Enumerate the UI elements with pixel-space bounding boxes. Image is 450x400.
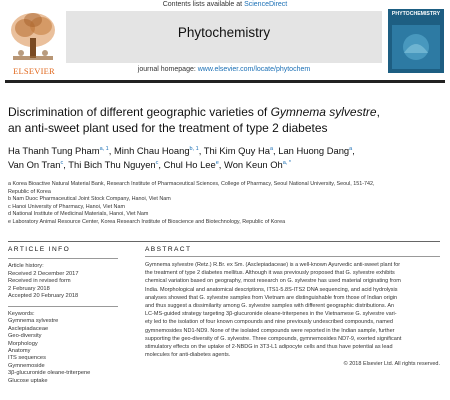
author-separator: , xyxy=(352,145,355,157)
author-affil-mark[interactable]: c xyxy=(60,160,64,167)
author-affil-mark[interactable]: a, * xyxy=(282,160,291,167)
abstract-line: gymnemosides ND1-ND9. None of the isolated compounds were reported in the Indian sample, further xyxy=(145,327,395,334)
affiliation-list xyxy=(8,181,438,227)
author-separator: , xyxy=(108,145,114,157)
journal-name[interactable]: Phytochemistry xyxy=(177,25,271,40)
author-name[interactable]: Ha Thanh Tung Pham xyxy=(8,145,100,157)
author-separator: , xyxy=(63,159,69,171)
author-affil-mark[interactable]: b, 1 xyxy=(189,146,199,152)
cover-art-icon xyxy=(388,9,444,73)
keywords-heading: Keywords: xyxy=(8,310,35,317)
abstract-heading: ABSTRACT xyxy=(145,246,192,253)
abstract-line: the treatment of type 2 diabetes mellitus. Although it was previously proposed that G. sylvestre exhibits xyxy=(145,270,395,277)
publisher-name: ELSEVIER xyxy=(13,66,55,76)
affiliation-item: a Korea Bioactive Natural Material Bank, Research Institute of Pharmaceutical Sciences, College of Pharmacy, Seoul National University, Seoul, 151-742, xyxy=(8,181,375,187)
author-separator: , xyxy=(218,159,225,171)
affiliation-item: c Hanoi University of Pharmacy, Hanoi, Viet Nam xyxy=(8,203,125,210)
abstract-line: India. Morphological and anatomical descriptions, ITS1-5.8S-ITS2 DNA sequencing, and acid hydrolysis xyxy=(145,286,398,293)
title-part-2: , xyxy=(376,105,380,119)
title-line-2: an anti-sweet plant used for the treatment of type 2 diabetes xyxy=(8,121,328,135)
abstract-line: ety led to the isolation of four known compounds and nine previously undescribed compounds, named xyxy=(145,319,393,326)
info-divider xyxy=(8,241,440,242)
abstract-line: chemical variation based on geography, most research on G. sylvestre has used material originating from xyxy=(145,278,401,285)
history-line: Accepted 20 February 2018 xyxy=(8,293,79,300)
keywords-rule xyxy=(8,306,118,307)
abstract-line: molecules for anti-diabetes agents. xyxy=(145,352,231,359)
cover-title: PHYTOCHEMISTRY xyxy=(391,11,441,17)
history-line: Received 2 December 2017 xyxy=(8,270,79,277)
journal-cover-thumbnail[interactable] xyxy=(388,9,444,73)
author-name[interactable]: Thi Kim Quy Ha xyxy=(203,145,270,157)
header-divider xyxy=(5,80,445,83)
abstract-line: LC-MS-guided strategy targeting 3β-glucuronide oleane-triterpenes in the Vietnamese G. sylvestre vari- xyxy=(145,311,397,318)
article-info-heading: ARTICLE INFO xyxy=(8,246,71,253)
sciencedirect-link[interactable]: ScienceDirect xyxy=(244,1,288,8)
keyword-item: ITS sequences xyxy=(8,355,46,362)
affiliation-item: d National Institute of Medicinal Materials, Hanoi, Viet Nam xyxy=(8,211,149,218)
keyword-item: Anatomy xyxy=(8,348,31,354)
keyword-item: Gymnemoside xyxy=(8,362,45,369)
keyword-item: Asclepiadaceae xyxy=(8,325,49,332)
journal-homepage-line xyxy=(66,66,382,73)
article-info-column xyxy=(8,246,126,385)
abstract-line: and thus suggest a dissimilarity among G. sylvestre samples with different geographic distributions. An xyxy=(145,303,395,310)
author-name[interactable]: Thi Bich Thu Nguyen xyxy=(68,159,156,171)
affiliation-item: b Nam Duoc Pharmaceutical Joint Stock Company, Hanoi, Viet Nam xyxy=(8,196,171,203)
author-separator: , xyxy=(158,159,164,171)
author-affil-mark[interactable]: a, 1 xyxy=(99,146,109,152)
author-name[interactable]: Van On Tran xyxy=(8,159,61,171)
author-name[interactable]: Lan Huong Dang xyxy=(278,145,350,157)
author-affil-mark[interactable]: a xyxy=(269,146,274,152)
abstract-line: Gymnema sylvestre (Retz.) R.Br. ex Sm. (Asclepiadaceae) is a well-known Ayurvedic anti-sweet plant for xyxy=(145,262,401,268)
author-affil-mark[interactable]: c xyxy=(155,160,159,167)
abstract-line: stimulatory effects on the uptake of 2-NBDG in 3T3-L1 adipocyte cells and thus have potential as lead xyxy=(145,344,393,351)
keyword-item: 3β-glucuronide oleane-triterpene xyxy=(8,370,91,377)
author-separator: , xyxy=(273,145,279,157)
copyright-notice: © 2018 Elsevier Ltd. All rights reserved. xyxy=(343,361,440,368)
homepage-prefix: journal homepage: xyxy=(137,66,198,73)
article-title xyxy=(8,104,438,136)
history-line: Received in revised form xyxy=(8,278,71,285)
contents-prefix: Contents lists available at xyxy=(162,1,245,8)
article-info-rule xyxy=(8,258,118,259)
contents-available-line xyxy=(0,0,450,10)
abstract-column xyxy=(145,246,440,368)
history-line: 2 February 2018 xyxy=(8,285,50,292)
title-species: Gymnema sylvestre xyxy=(270,105,377,119)
author-name[interactable]: Won Keun Oh xyxy=(224,159,283,171)
abstract-line: supporting the geo-diversity of G. sylvestre. Three compounds, gymnemosides ND7-9, exerted significant xyxy=(145,335,402,342)
author-separator: , xyxy=(198,145,204,157)
elsevier-tree-logo[interactable] xyxy=(5,8,61,70)
keyword-item: Glucose uptake xyxy=(8,377,48,384)
keyword-item: Geo-diversity xyxy=(8,333,42,340)
title-part-1: Discrimination of different geographic varieties of xyxy=(8,105,271,119)
affiliation-item: e Laboratory Animal Resource Center, Korea Research Institute of Bioscience and Biotechnology, Republic of Korea xyxy=(8,218,286,225)
author-affil-mark[interactable]: a xyxy=(349,146,353,152)
abstract-line: analyses showed that G. sylvestre samples from Vietnam are distinguishable from those of Indian origin xyxy=(145,294,398,301)
history-line: Article history: xyxy=(8,263,44,269)
homepage-link[interactable]: www.elsevier.com/locate/phytochem xyxy=(197,66,311,73)
author-list xyxy=(8,143,438,171)
author-name[interactable]: Chul Ho Lee xyxy=(163,159,216,171)
author-name[interactable]: Minh Chau Hoang xyxy=(113,145,190,157)
keyword-item: Gymnema sylvestre xyxy=(8,318,59,325)
abstract-rule xyxy=(145,256,440,257)
keyword-item: Morphology xyxy=(8,340,38,347)
affiliation-item: Republic of Korea xyxy=(8,188,51,195)
author-affil-mark[interactable]: e xyxy=(215,160,219,167)
